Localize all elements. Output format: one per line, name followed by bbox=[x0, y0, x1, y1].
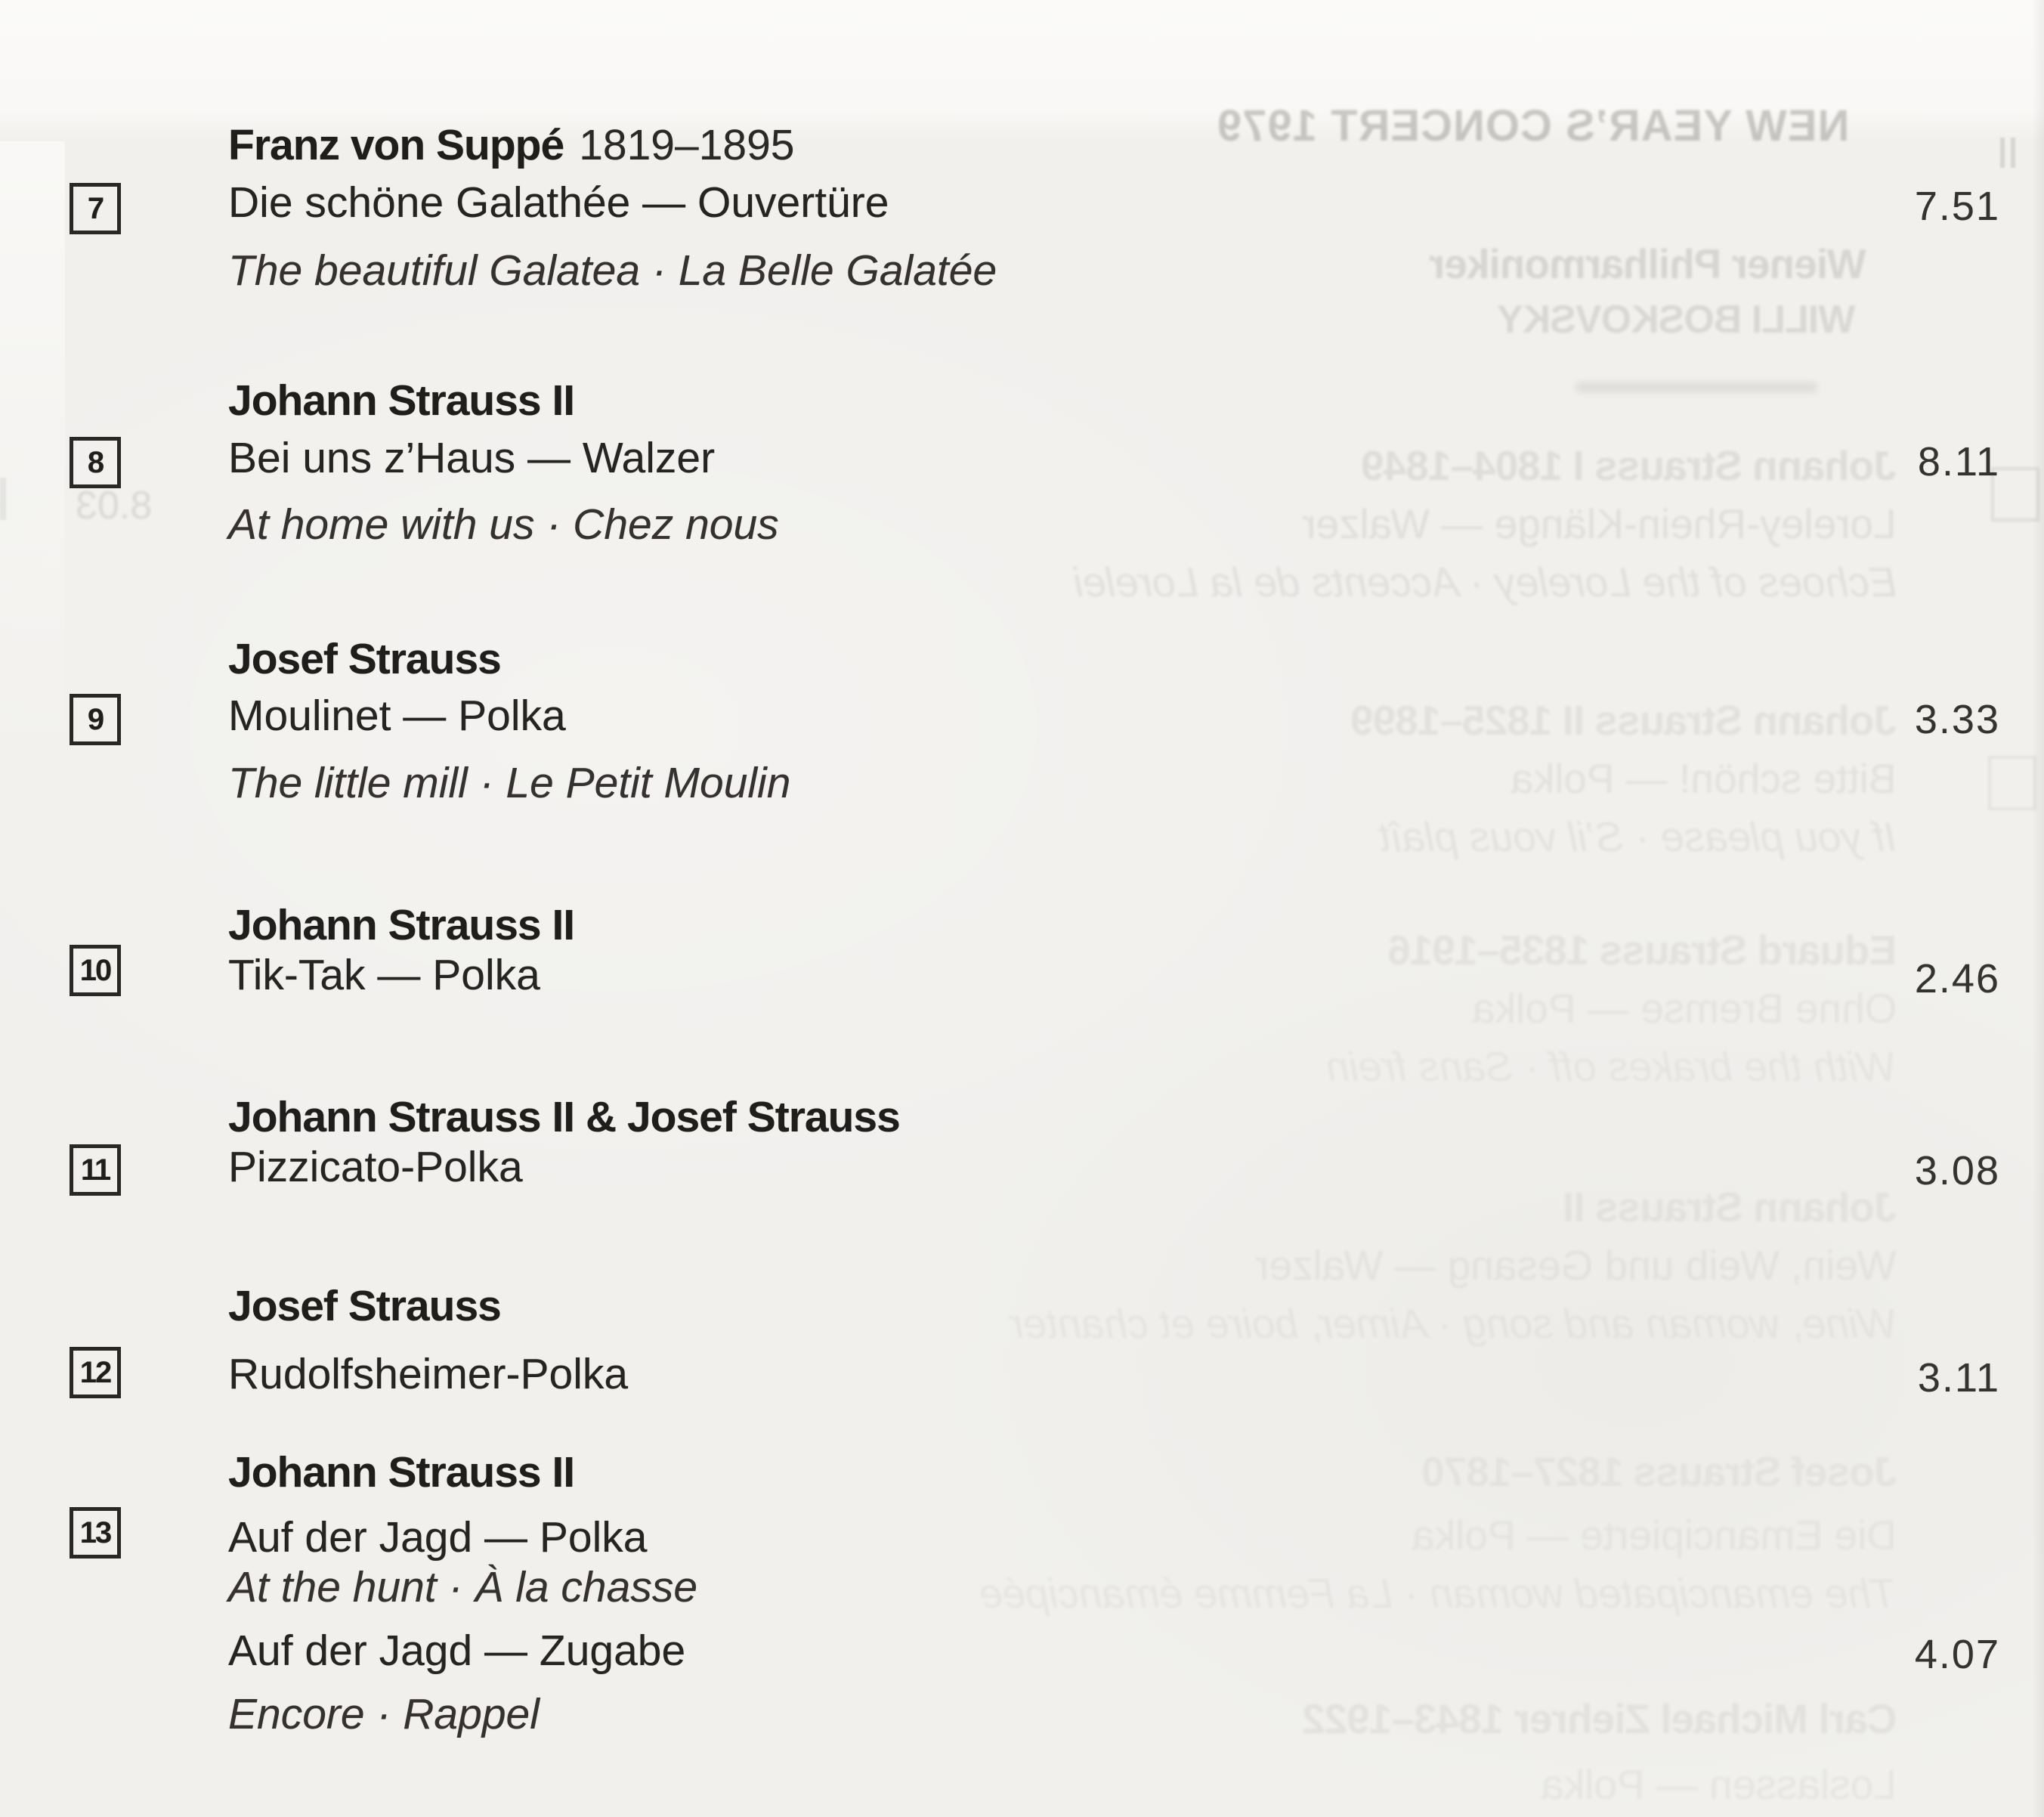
composer-heading bbox=[228, 901, 574, 949]
scan-right-edge-shadow bbox=[2032, 0, 2044, 1817]
track-number: 11 bbox=[80, 1153, 110, 1187]
bleedthrough-conductor: WILLI BOSKOVSKY bbox=[1497, 298, 1855, 342]
composer-heading bbox=[228, 376, 574, 425]
track-title: Pizzicato-Polka bbox=[228, 1143, 523, 1191]
track-title: Rudolfsheimer-Polka bbox=[228, 1350, 629, 1398]
track-number-box bbox=[70, 183, 121, 234]
bleedthrough-composer: Carl Michael Ziehrer 1843–1922 bbox=[1302, 1695, 1897, 1742]
track-number-box bbox=[70, 694, 121, 745]
track-number: 9 bbox=[87, 702, 104, 736]
track-number: 13 bbox=[79, 1515, 111, 1549]
track-number: 7 bbox=[87, 191, 104, 225]
track-duration: 2.46 bbox=[1914, 956, 2000, 1001]
bleedthrough-composer: Johann Strauss II 1825–1899 bbox=[1350, 697, 1897, 744]
composer-heading bbox=[228, 1282, 501, 1330]
track-number: 8 bbox=[87, 445, 104, 479]
track-translation-encore: Encore · Rappel bbox=[228, 1690, 540, 1738]
composer-heading bbox=[228, 1448, 574, 1497]
bleedthrough-composer: Eduard Strauss 1835–1916 bbox=[1387, 927, 1897, 974]
track-translation: At the hunt · À la chasse bbox=[228, 1563, 698, 1611]
bleedthrough-composer: Josef Strauss 1827–1870 bbox=[1421, 1448, 1897, 1495]
bleedthrough-duration: 8.03 bbox=[76, 484, 153, 528]
bleedthrough-orchestra: Wiener Philharmoniker bbox=[1430, 240, 1866, 287]
composer-name: Johann Strauss II bbox=[228, 376, 575, 425]
composer-dates: 1819–1895 bbox=[579, 121, 795, 169]
track-translation: At home with us · Chez nous bbox=[228, 500, 779, 549]
bleedthrough-title: Wein, Weib und Gesang — Walzer bbox=[1255, 1242, 1897, 1289]
track-number-box bbox=[70, 1507, 121, 1559]
track-duration: 3.11 bbox=[1917, 1355, 2000, 1401]
track-duration: 3.33 bbox=[1914, 697, 2000, 742]
track-duration: 4.07 bbox=[1914, 1632, 2000, 1677]
bleedthrough-translation: Echoes of the Loreley · Accents de la Lorelei bbox=[1073, 559, 1897, 605]
track-number-box bbox=[70, 437, 121, 488]
bleedthrough-composer: Johann Strauss II bbox=[1563, 1184, 1897, 1230]
composer-heading bbox=[228, 121, 795, 169]
bleedthrough-tracknumber-box bbox=[1988, 756, 2036, 810]
bleedthrough-translation: Wine, woman and song · Aimer, boire et chanter bbox=[1009, 1300, 1897, 1347]
bleedthrough-translation: With the brakes off · Sans frein bbox=[1326, 1043, 1897, 1090]
track-title-encore: Auf der Jagd — Zugabe bbox=[228, 1627, 686, 1675]
composer-name: Franz von Suppé bbox=[228, 121, 564, 169]
track-number-box bbox=[70, 945, 121, 996]
bleedthrough-small-text-line bbox=[1576, 382, 1817, 393]
track-title: Tik-Tak — Polka bbox=[228, 951, 540, 999]
scan-left-light-strip bbox=[0, 141, 65, 761]
bleedthrough-title: Loreley-Rhein-Klänge — Walzer bbox=[1302, 500, 1897, 547]
composer-heading bbox=[228, 1093, 900, 1141]
track-duration: 8.11 bbox=[1917, 439, 2000, 484]
scan-artifact-mark bbox=[2011, 138, 2015, 168]
composer-name: Johann Strauss II bbox=[228, 1448, 575, 1497]
bleedthrough-title: Ohne Bremse — Polka bbox=[1471, 985, 1897, 1032]
composer-name: Johann Strauss II bbox=[228, 901, 575, 949]
track-duration: 7.51 bbox=[1914, 184, 2000, 229]
track-number: 12 bbox=[79, 1355, 111, 1389]
bleedthrough-title: Bitte schön! — Polka bbox=[1511, 755, 1897, 802]
bleedthrough-album-title: NEW YEAR’S CONCERT 1979 bbox=[1216, 101, 1849, 150]
track-number-box bbox=[70, 1347, 121, 1398]
track-title: Bei uns z’Haus — Walzer bbox=[228, 434, 716, 482]
track-title: Die schöne Galathée — Ouvertüre bbox=[228, 178, 889, 227]
bleedthrough-title: Die Emancipierte — Polka bbox=[1412, 1512, 1897, 1559]
track-number-box bbox=[70, 1144, 121, 1196]
bleedthrough-translation: The emancipated woman · La Femme émancipée bbox=[979, 1570, 1897, 1617]
track-translation: The little mill · Le Petit Moulin bbox=[228, 759, 791, 807]
track-translation: The beautiful Galatea · La Belle Galatée bbox=[228, 246, 997, 295]
track-number: 10 bbox=[79, 953, 111, 987]
composer-name: Johann Strauss II & Josef Strauss bbox=[228, 1093, 900, 1141]
track-title: Moulinet — Polka bbox=[228, 692, 566, 740]
bleedthrough-title: Loslassen — Polka bbox=[1541, 1761, 1897, 1808]
composer-heading bbox=[228, 635, 501, 683]
composer-name: Josef Strauss bbox=[228, 635, 501, 683]
bleedthrough-composer: Johann Strauss I 1804–1849 bbox=[1362, 442, 1897, 489]
composer-name: Josef Strauss bbox=[228, 1282, 501, 1330]
scan-artifact-mark bbox=[2000, 138, 2005, 168]
track-title: Auf der Jagd — Polka bbox=[228, 1513, 648, 1562]
track-duration: 3.08 bbox=[1914, 1148, 2000, 1193]
bleedthrough-translation: If you please · S’il vous plaît bbox=[1379, 813, 1897, 860]
scan-artifact-mark bbox=[0, 478, 6, 520]
